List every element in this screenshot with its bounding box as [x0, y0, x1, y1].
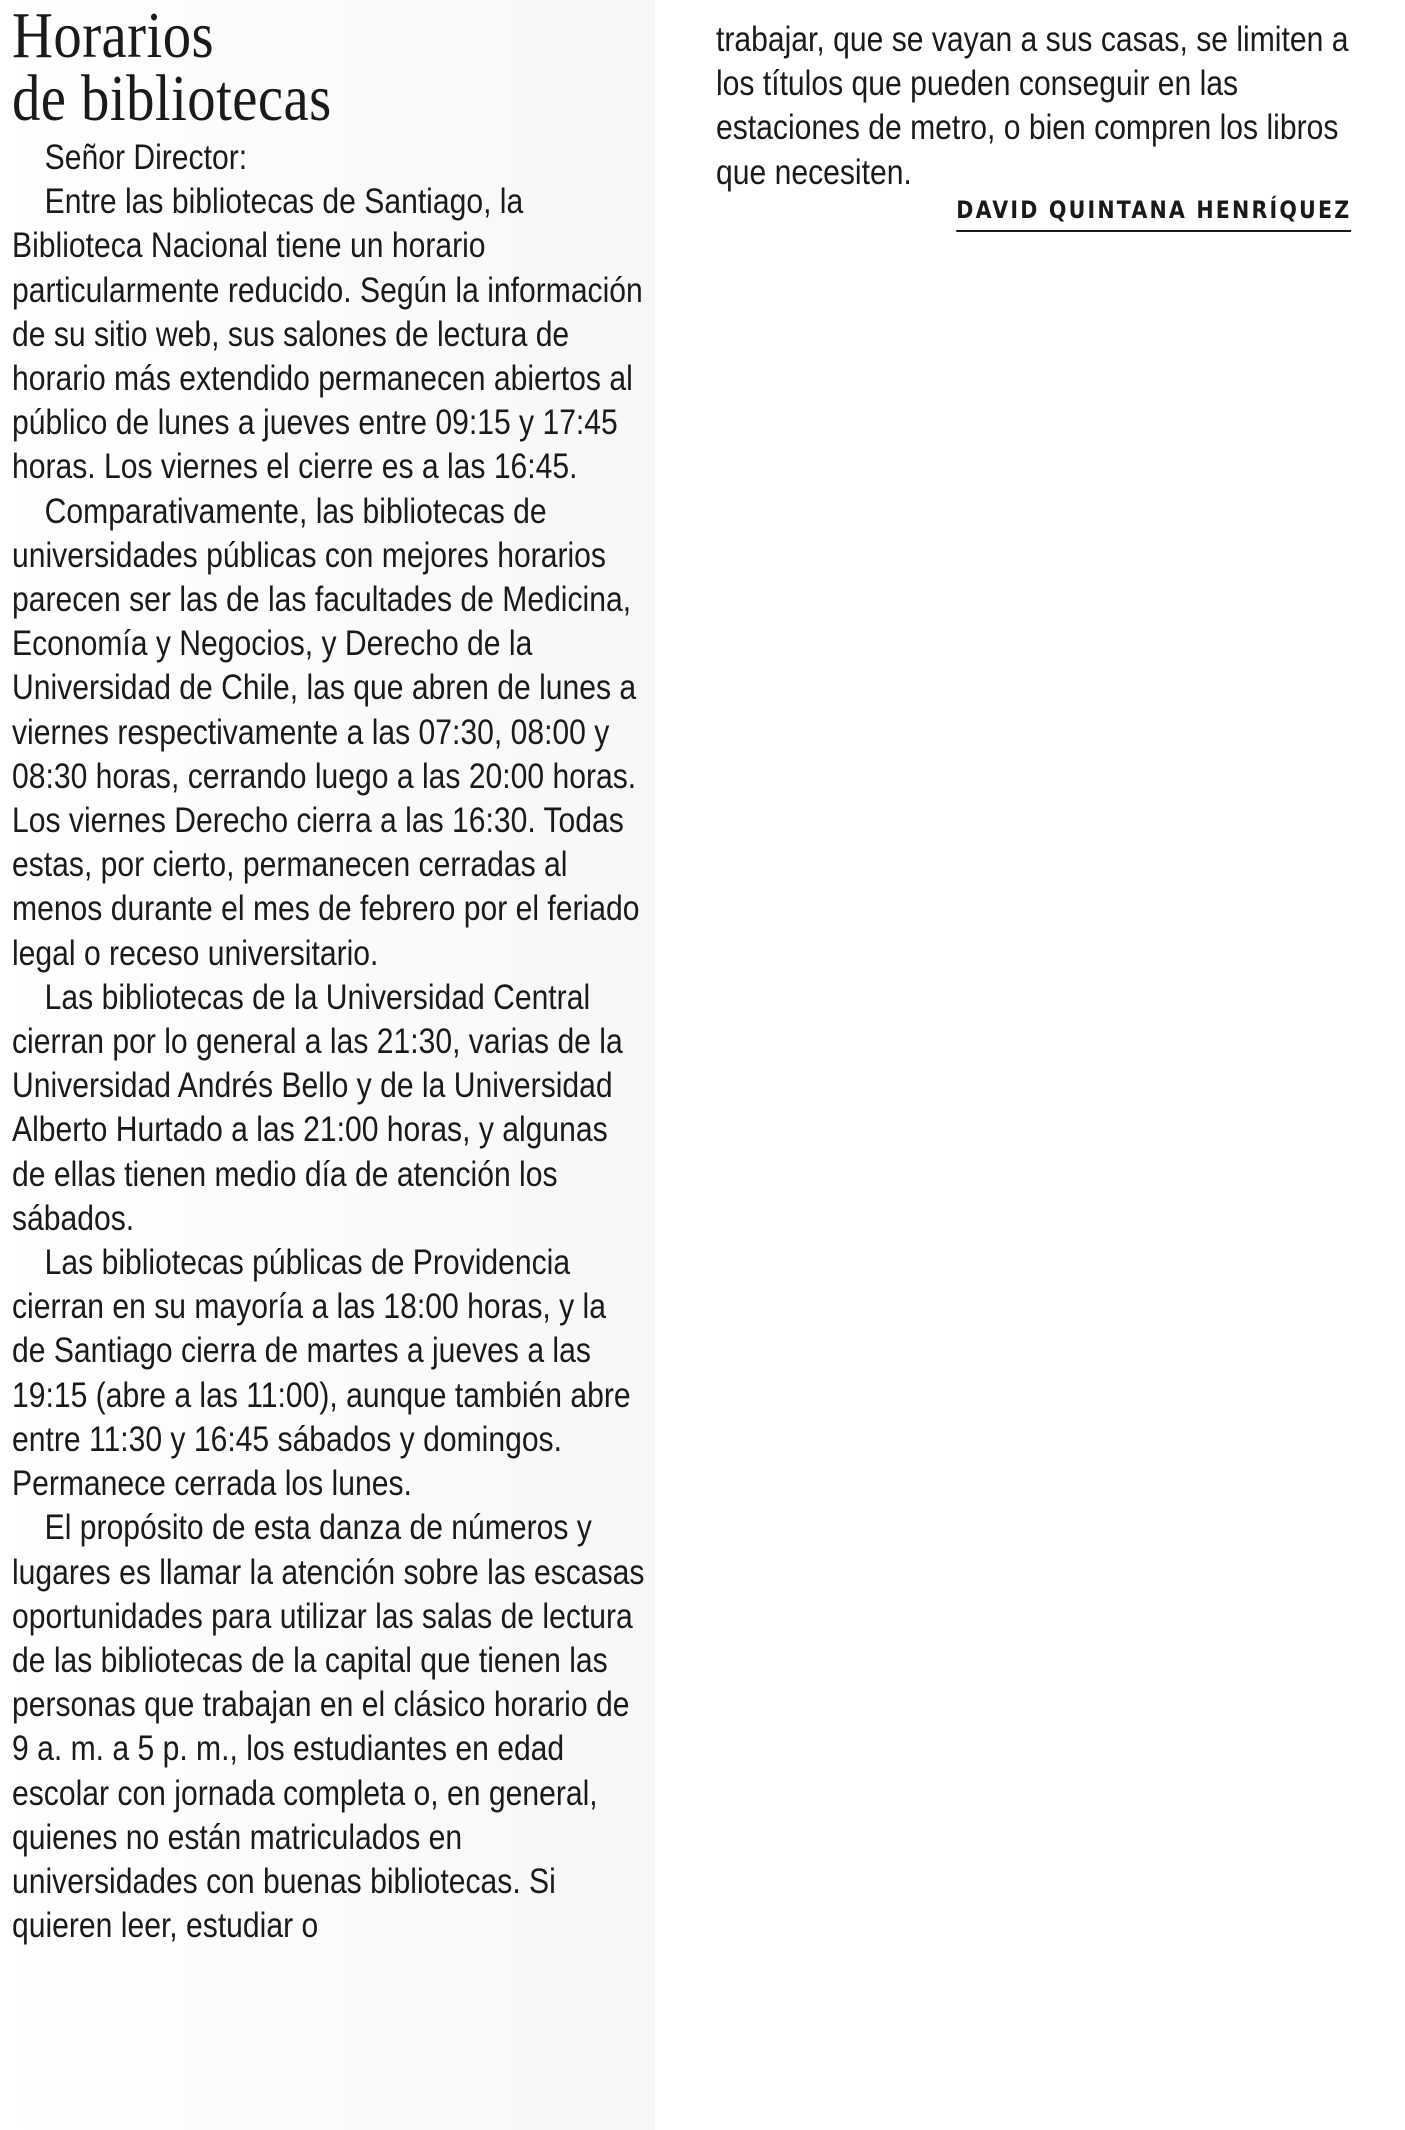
paragraph-5: El propósito de esta danza de números y lugares es llamar la atención sobre las escasas oportunidades para utilizar las salas de lectura de las bibliotecas de la capital que tienen las personas que trabajan en el clásico horario de 9 a. m. a 5 p. m., los estudiantes en edad escolar con jornada completa o, en general, quienes no están matriculados en universidades con buenas bibliotecas. Si quieren leer, estudiar o	[12, 1508, 645, 1946]
paragraph-continuation: trabajar, que se vayan a sus casas, se limiten a los títulos que pueden conseguir en las estaciones de metro, o bien compren los libros que necesiten.	[716, 20, 1349, 192]
paragraph-3: Las bibliotecas de la Universidad Central cierran por lo general a las 21:30, varias de la Universidad Andrés Bello y de la Universidad Alberto Hurtado a las 21:00 horas, y algunas de ellas tienen medio día de atención los sábados.	[12, 977, 623, 1238]
letter-left-column	[12, 0, 647, 1948]
paragraph-1: Entre las bibliotecas de Santiago, la Biblioteca Nacional tiene un horario particularmente reducido. Según la información de su sitio web, sus salones de lectura de horario más extendido permanecen abiertos al público de lunes a jueves entre 09:15 y 17:45 horas. Los viernes el cierre es a las 16:45.	[12, 182, 643, 487]
paragraph-2: Comparativamente, las bibliotecas de universidades públicas con mejores horarios parecen ser las de las facultades de Medicina, Economía y Negocios, y Derecho de la Universidad de Chile, las que abren de lunes a viernes respectivamente a las 07:30, 08:00 y 08:30 horas, cerrando luego a las 20:00 horas. Los viernes Derecho cierra a las 16:30. Todas estas, por cierto, permanecen cerradas al menos durante el mes de febrero por el feriado legal o receso universitario.	[12, 491, 640, 973]
letter-title	[12, 0, 647, 135]
title-line-1: Horarios	[12, 0, 215, 72]
title-line-2: de bibliotecas	[12, 62, 332, 135]
paragraph-4: Las bibliotecas públicas de Providencia cierran en su mayoría a las 18:00 horas, y la de Santiago cierra de martes a jueves a las 19:15 (abre a las 11:00), aunque también abre entre 11:30 y 16:45 sábados y domingos. Permanece cerrada los lunes.	[12, 1243, 631, 1504]
letter-right-column	[716, 18, 1376, 195]
author-signature: DAVID QUINTANA HENRÍQUEZ	[956, 196, 1351, 232]
salutation: Señor Director:	[44, 138, 248, 177]
